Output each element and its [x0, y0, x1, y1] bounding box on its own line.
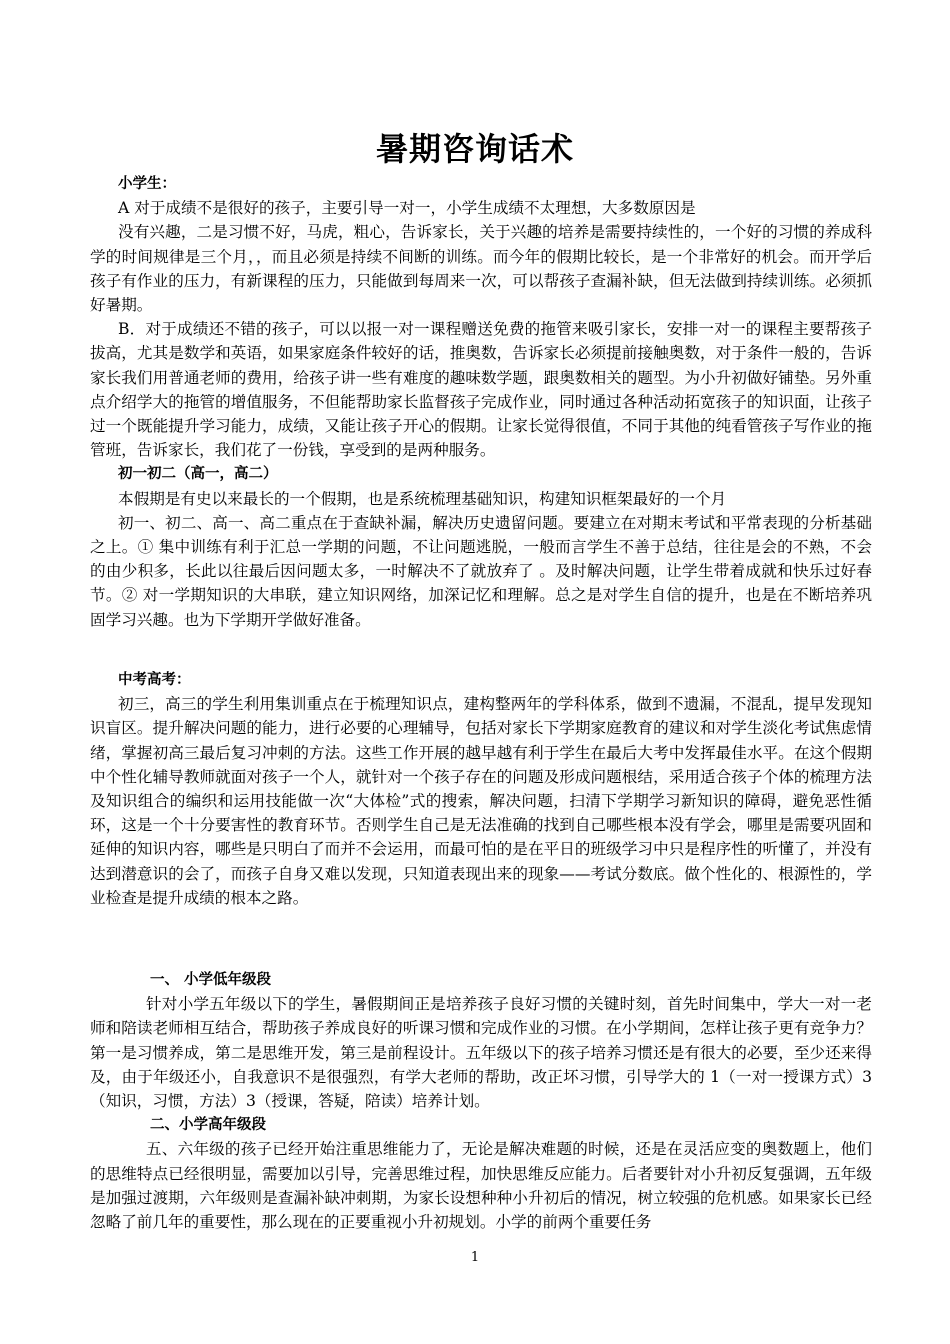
primary-paragraph-a-body: 没有兴趣，二是习惯不好，马虎，粗心，告诉家长，关于兴趣的培养是需要持续性的，一个好的习惯的养成科学的时间规律是三个月，，而且必须是持续不间断的训练。而今年的假期比较长，是一个非常好的机会。而开学后孩子有作业的压力，有新课程的压力，只能做到每周来一次，可以帮孩子查漏补缺，但无法做到持续训练。必须抓好暑期。 [90, 223, 872, 315]
exam-paragraph: 初三，高三的学生利用集训重点在于梳理知识点，建构整两年的学科体系，做到不遗漏，不混乱，提早发现知识盲区。提升解决问题的能力，进行必要的心理辅导，包括对家长下学期家庭教育的建议和对学生淡化考试焦虑情绪，掌握初高三最后复习冲刺的方法。这些工作开展的越早越有利于学生在最后大考中发挥最佳水平。在这个假期中个性化辅导教师就面对孩子一个人，就针对一个孩子存在的问题及形成问题根结，采用适合孩子个体的梳理方法及知识组合的编织和运用技能做一次“大体检”式的搜索，解决问题，扫清下学期学习新知识的障碍，避免恶性循环，这是一个十分要害性的教育环节。否则学生自己是无法准确的找到自己哪些根本没有学会，哪里是需要巩固和延伸的知识内容，哪些是只明白了而并不会运用，而最可怕的是在平日的班级学习中只是程序性的听懂了，并没有达到潜意识的会了，而孩子自身又难以发现，只知道表现出来的现象——考试分数底。做个性化的、根源性的，学业检查是提升成绩的根本之路。 [90, 695, 872, 907]
primary-paragraph-a-intro: A 对于成绩不是很好的孩子，主要引导一对一，小学生成绩不太理想，大多数原因是 [118, 199, 696, 218]
grade-section [90, 968, 872, 1234]
primary-paragraph-b: B．对于成绩还不错的孩子，可以以报一对一课程赠送免费的拖管来吸引家长，安排一对一的课程主要帮孩子拔高，尤其是数学和英语，如果家庭条件较好的话，推奥数，告诉家长必须提前接触奥数，对于条件一般的，告诉家长我们用普通老师的费用，给孩子讲一些有难度的趣味数学题，跟奥数相关的题型。为小升初做好铺垫。另外重点介绍学大的拖管的增值服务，不但能帮助家长监督孩子完成作业，同时通过各种活动拓宽孩子的知识面，让孩子过一个既能提升学习能力，成绩，又能让孩子开心的假期。让家长觉得很值，不同于其他的纯看管孩子写作业的拖管班，告诉家长，我们花了一份钱，享受到的是两种服务。 [90, 320, 872, 460]
exam-heading: 中考高考： [118, 672, 191, 688]
primary-heading: 小学生： [118, 176, 176, 192]
junior-paragraph-1: 本假期是有史以来最长的一个假期，也是系统梳理基础知识，构建知识框架最好的一个月 [118, 489, 727, 508]
document-title: 暑期咨询话术 [375, 130, 574, 168]
low-grade-heading: 一、 小学低年级段 [150, 972, 272, 988]
high-grade-heading: 二、小学高年级段 [150, 1117, 266, 1134]
high-grade-paragraph: 五、六年级的孩子已经开始注重思维能力了，无论是解决难题的时候，还是在灵活应变的奥数题上，他们的思维特点已经很明显，需要加以引导，完善思维过程，加快思维反应能力。后者要针对小升初反复强调，五年级是加强过渡期，六年级则是查漏补缺冲刺期，为家长设想种种小升初后的情况，树立较强的危机感。如果家长已经忽略了前几年的重要性，那么现在的正要重视小升初规划。小学的前两个重要任务 [90, 1140, 872, 1232]
primary-section [90, 172, 872, 632]
page-number: 1 [470, 1250, 480, 1265]
exam-section [90, 668, 872, 910]
junior-heading: 初一初二（高一，高二） [118, 466, 278, 483]
junior-paragraph-2: 初一、初二、高一、高二重点在于查缺补漏，解决历史遗留问题。要建立在对期末考试和平常表现的分析基础之上。① 集中训练有利于汇总一学期的问题，不让问题逃脱，一般而言学生不善于总结，往往是会的不熟，不会的由少积多，长此以往最后因问题太多，一时解决不了就放弃了 。及时解决问题，让学生带着成就和快乐过好春节。② 对一学期知识的大串联，建立知识网络，加深记忆和理解。总之是对学生自信的提升，也是在不断培养巩固学习兴趣。也为下学期开学做好准备。 [90, 513, 872, 629]
low-grade-paragraph: 针对小学五年级以下的学生，暑假期间正是培养孩子良好习惯的关键时刻，首先时间集中，学大一对一老师和陪读老师相互结合，帮助孩子养成良好的听课习惯和完成作业的习惯。在小学期间，怎样让孩子更有竞争力？第一是习惯养成，第二是思维开发，第三是前程设计。五年级以下的孩子培养习惯还是有很大的必要，至少还来得及，由于年级还小，自我意识不是很强烈，有学大老师的帮助，改正坏习惯，引导学大的 1（一对一授课方式）3（知识，习惯，方法）3（授课，答疑，陪读）培养计划。 [90, 995, 872, 1111]
